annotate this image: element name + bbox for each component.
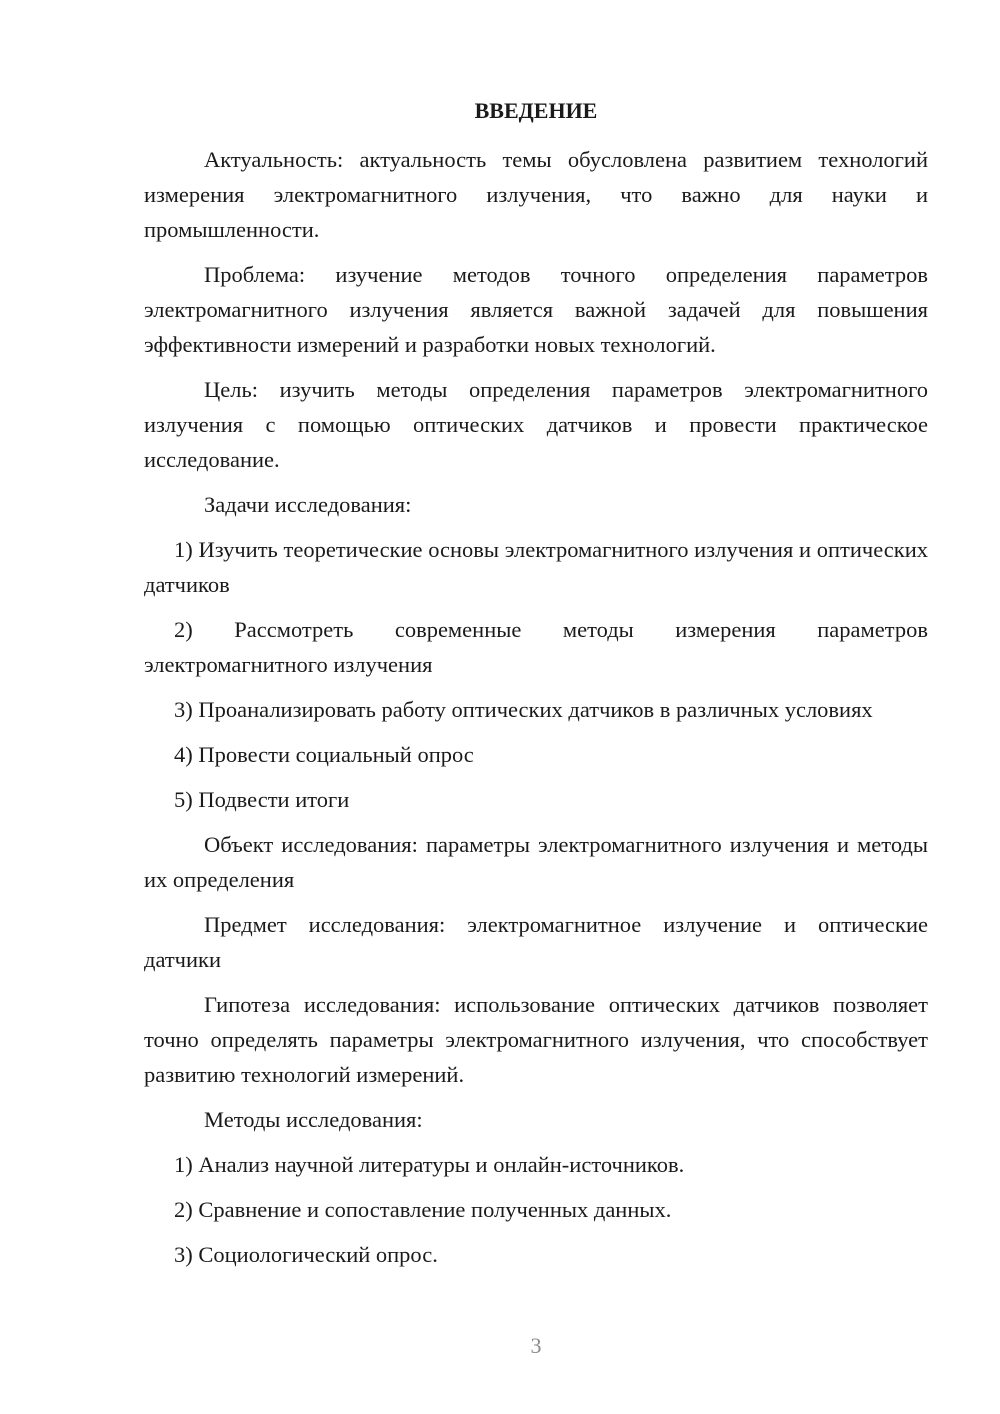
task-item-3: 3) Проанализировать работу оптических датчиков в различных условиях bbox=[174, 697, 873, 722]
task-item-1: 1) Изучить теоретические основы электромагнитного излучения и оптических датчиков bbox=[144, 537, 928, 597]
paragraph-goal: Цель: изучить методы определения параметров электромагнитного излучения с помощью оптических датчиков и провести практическое исследование. bbox=[144, 377, 928, 472]
paragraph-subject: Предмет исследования: электромагнитное излучение и оптические датчики bbox=[144, 912, 928, 972]
task-item-5: 5) Подвести итоги bbox=[174, 787, 350, 812]
paragraph-relevance: Актуальность: актуальность темы обусловлена развитием технологий измерения электромагнитного излучения, что важно для науки и промышленности. bbox=[144, 147, 928, 242]
tasks-heading: Задачи исследования: bbox=[204, 492, 412, 517]
document-page bbox=[144, 96, 928, 1282]
method-item-3: 3) Социологический опрос. bbox=[174, 1242, 438, 1267]
section-title: ВВЕДЕНИЕ bbox=[474, 98, 598, 123]
task-item-4: 4) Провести социальный опрос bbox=[174, 742, 474, 767]
paragraph-hypothesis: Гипотеза исследования: использование оптических датчиков позволяет точно определять параметры электромагнитного излучения, что способствует развитию технологий измерений. bbox=[144, 992, 928, 1087]
method-item-2: 2) Сравнение и сопоставление полученных данных. bbox=[174, 1197, 672, 1222]
method-item-1: 1) Анализ научной литературы и онлайн-источников. bbox=[174, 1152, 685, 1177]
task-item-2: 2) Рассмотреть современные методы измерения параметров электромагнитного излучения bbox=[144, 617, 928, 677]
paragraph-object: Объект исследования: параметры электромагнитного излучения и методы их определения bbox=[144, 832, 928, 892]
paragraph-problem: Проблема: изучение методов точного определения параметров электромагнитного излучения является важной задачей для повышения эффективности измерений и разработки новых технологий. bbox=[144, 262, 928, 357]
page-number: 3 bbox=[530, 1333, 542, 1358]
methods-heading: Методы исследования: bbox=[204, 1107, 423, 1132]
